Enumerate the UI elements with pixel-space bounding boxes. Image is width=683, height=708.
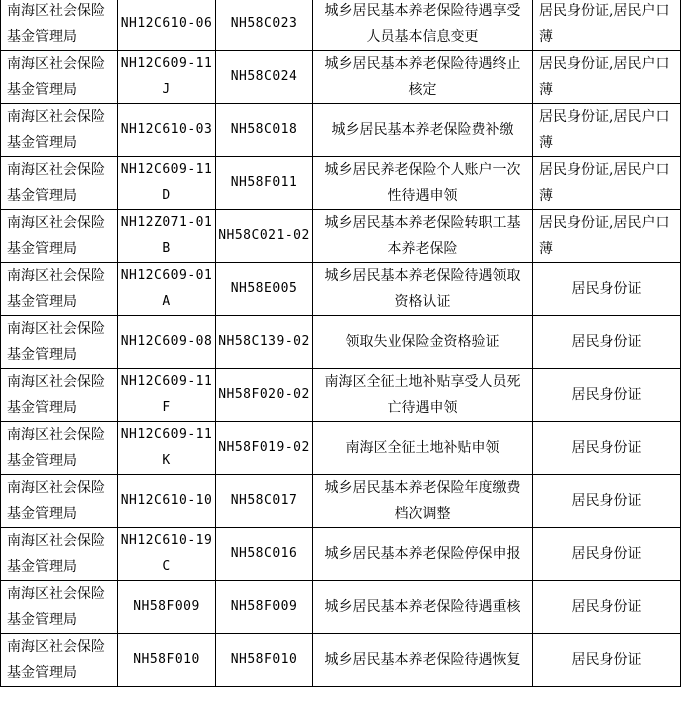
item-code-cell: NH58E005 — [216, 263, 313, 316]
item-name-cell: 城乡居民基本养老保险停保申报 — [313, 528, 533, 581]
item-name-cell: 南海区全征土地补贴享受人员死亡待遇申领 — [313, 369, 533, 422]
documents-cell: 居民身份证,居民户口薄 — [533, 51, 681, 104]
table-row — [1, 157, 681, 210]
item-name-cell: 城乡居民养老保险个人账户一次性待遇申领 — [313, 157, 533, 210]
item-name-cell: 城乡居民基本养老保险待遇享受人员基本信息变更 — [313, 0, 533, 51]
documents-cell: 居民身份证 — [533, 528, 681, 581]
item-code-cell: NH58C016 — [216, 528, 313, 581]
documents-cell: 居民身份证 — [533, 634, 681, 687]
org-cell: 南海区社会保险基金管理局 — [1, 263, 118, 316]
org-cell: 南海区社会保险基金管理局 — [1, 369, 118, 422]
item-name-cell: 领取失业保险金资格验证 — [313, 316, 533, 369]
item-code-cell: NH58C023 — [216, 0, 313, 51]
table-row — [1, 0, 681, 51]
item-code-cell: NH58F019-02 — [216, 422, 313, 475]
item-code-cell: NH58F020-02 — [216, 369, 313, 422]
table-row — [1, 51, 681, 104]
org-cell: 南海区社会保险基金管理局 — [1, 581, 118, 634]
table-row — [1, 210, 681, 263]
code-cell: NH12C610-06 — [118, 0, 216, 51]
item-name-cell: 城乡居民基本养老保险费补缴 — [313, 104, 533, 157]
code-cell: NH12C609-01A — [118, 263, 216, 316]
documents-cell: 居民身份证,居民户口薄 — [533, 210, 681, 263]
org-cell: 南海区社会保险基金管理局 — [1, 0, 118, 51]
code-cell: NH12Z071-01B — [118, 210, 216, 263]
item-name-cell: 南海区全征土地补贴申领 — [313, 422, 533, 475]
item-code-cell: NH58C018 — [216, 104, 313, 157]
item-code-cell: NH58C017 — [216, 475, 313, 528]
item-code-cell: NH58C024 — [216, 51, 313, 104]
table-row — [1, 104, 681, 157]
item-name-cell: 城乡居民基本养老保险转职工基本养老保险 — [313, 210, 533, 263]
code-cell: NH12C610-10 — [118, 475, 216, 528]
documents-cell: 居民身份证 — [533, 475, 681, 528]
table-row — [1, 369, 681, 422]
item-code-cell: NH58F009 — [216, 581, 313, 634]
code-cell: NH58F010 — [118, 634, 216, 687]
org-cell: 南海区社会保险基金管理局 — [1, 51, 118, 104]
table-row — [1, 422, 681, 475]
org-cell: 南海区社会保险基金管理局 — [1, 210, 118, 263]
item-name-cell: 城乡居民基本养老保险待遇恢复 — [313, 634, 533, 687]
item-name-cell: 城乡居民基本养老保险待遇重核 — [313, 581, 533, 634]
item-code-cell: NH58C021-02 — [216, 210, 313, 263]
table-row — [1, 528, 681, 581]
table-row — [1, 263, 681, 316]
item-name-cell: 城乡居民基本养老保险待遇终止核定 — [313, 51, 533, 104]
code-cell: NH12C610-19C — [118, 528, 216, 581]
item-code-cell: NH58F011 — [216, 157, 313, 210]
services-table-body — [1, 0, 681, 687]
documents-cell: 居民身份证 — [533, 581, 681, 634]
code-cell: NH58F009 — [118, 581, 216, 634]
org-cell: 南海区社会保险基金管理局 — [1, 104, 118, 157]
code-cell: NH12C609-11J — [118, 51, 216, 104]
documents-cell: 居民身份证 — [533, 422, 681, 475]
documents-cell: 居民身份证 — [533, 316, 681, 369]
code-cell: NH12C610-03 — [118, 104, 216, 157]
item-code-cell: NH58F010 — [216, 634, 313, 687]
table-row — [1, 475, 681, 528]
org-cell: 南海区社会保险基金管理局 — [1, 157, 118, 210]
item-name-cell: 城乡居民基本养老保险待遇领取资格认证 — [313, 263, 533, 316]
table-row — [1, 316, 681, 369]
documents-cell: 居民身份证,居民户口薄 — [533, 0, 681, 51]
org-cell: 南海区社会保险基金管理局 — [1, 528, 118, 581]
documents-cell: 居民身份证,居民户口薄 — [533, 157, 681, 210]
table-row — [1, 634, 681, 687]
org-cell: 南海区社会保险基金管理局 — [1, 422, 118, 475]
org-cell: 南海区社会保险基金管理局 — [1, 634, 118, 687]
code-cell: NH12C609-11K — [118, 422, 216, 475]
table-row — [1, 581, 681, 634]
org-cell: 南海区社会保险基金管理局 — [1, 316, 118, 369]
documents-cell: 居民身份证 — [533, 263, 681, 316]
code-cell: NH12C609-08 — [118, 316, 216, 369]
org-cell: 南海区社会保险基金管理局 — [1, 475, 118, 528]
code-cell: NH12C609-11D — [118, 157, 216, 210]
code-cell: NH12C609-11F — [118, 369, 216, 422]
item-code-cell: NH58C139-02 — [216, 316, 313, 369]
documents-cell: 居民身份证 — [533, 369, 681, 422]
item-name-cell: 城乡居民基本养老保险年度缴费档次调整 — [313, 475, 533, 528]
documents-cell: 居民身份证,居民户口薄 — [533, 104, 681, 157]
